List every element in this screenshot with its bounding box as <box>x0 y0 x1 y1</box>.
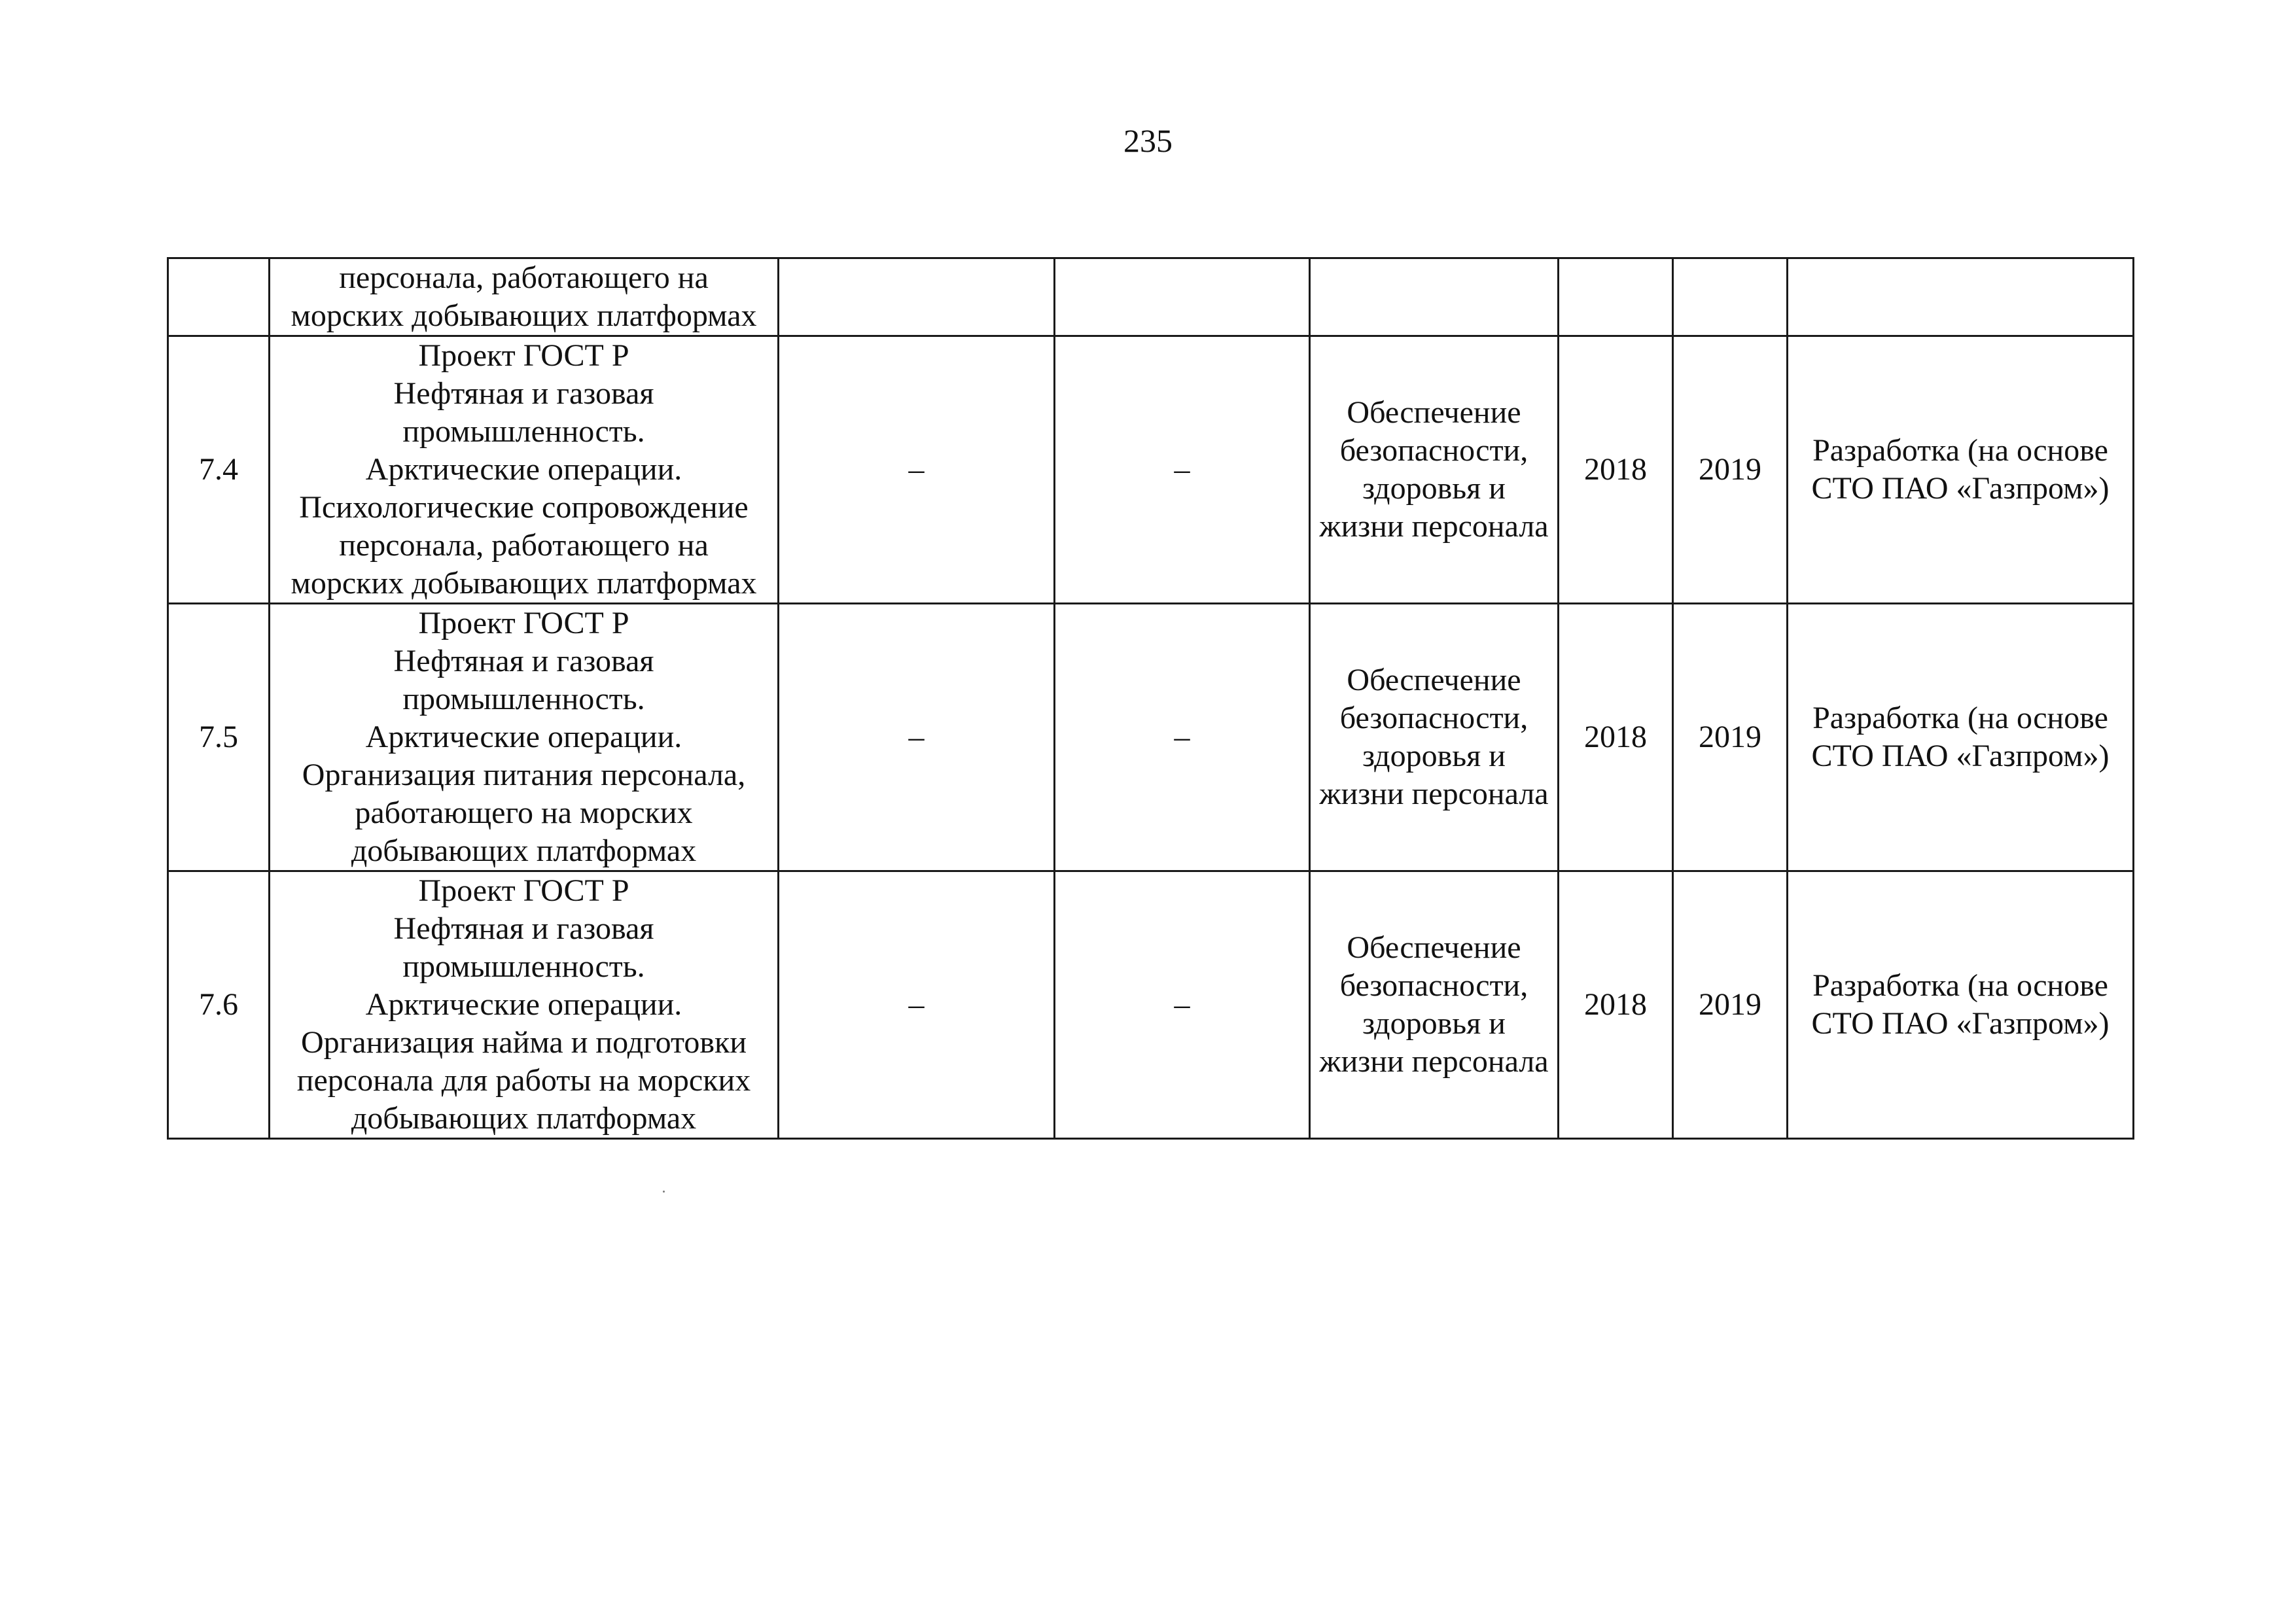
cell-end: 2019 <box>1673 336 1788 604</box>
title-line: морских добывающих платформах <box>291 566 757 601</box>
title-line: работающего на морских <box>355 795 693 830</box>
table-row <box>168 604 2134 871</box>
standards-table <box>167 257 2134 1140</box>
purpose-line: жизни персонала <box>1319 1044 1549 1079</box>
cell-purpose <box>1310 258 1559 336</box>
page-number: 235 <box>1123 122 1173 159</box>
title-line: Проект ГОСТ Р <box>418 606 629 640</box>
purpose-line: жизни персонала <box>1319 509 1549 544</box>
cell-start: 2018 <box>1559 336 1673 604</box>
cell-num: 7.4 <box>168 336 270 604</box>
cell-col4: – <box>1055 871 1310 1139</box>
title-line: Проект ГОСТ Р <box>418 873 629 908</box>
table-row <box>168 871 2134 1139</box>
title-line: Проект ГОСТ Р <box>418 338 629 373</box>
cell-start: 2018 <box>1559 871 1673 1139</box>
cell-start: 2018 <box>1559 604 1673 871</box>
cell-end: 2019 <box>1673 871 1788 1139</box>
cell-purpose <box>1310 871 1559 1139</box>
purpose-line: безопасности, <box>1339 968 1528 1003</box>
basis-line: СТО ПАО «Газпром») <box>1811 1006 2110 1041</box>
basis-line: Разработка (на основе <box>1812 968 2108 1003</box>
title-line: Организация питания персонала, <box>302 758 746 792</box>
cell-purpose <box>1310 604 1559 871</box>
cell-purpose <box>1310 336 1559 604</box>
title-line: Арктические операции. <box>365 720 682 754</box>
cell-col3 <box>779 258 1055 336</box>
title-line: промышленность. <box>402 949 645 984</box>
cell-basis <box>1788 258 2134 336</box>
purpose-line: Обеспечение <box>1347 395 1521 430</box>
basis-line: Разработка (на основе <box>1812 433 2108 468</box>
cell-col3: – <box>779 604 1055 871</box>
cell-num: 7.6 <box>168 871 270 1139</box>
purpose-line: здоровья и <box>1362 471 1506 506</box>
basis-line: СТО ПАО «Газпром») <box>1811 471 2110 506</box>
cell-num <box>168 258 270 336</box>
cell-title <box>270 871 779 1139</box>
cell-title <box>270 604 779 871</box>
purpose-line: Обеспечение <box>1347 663 1521 697</box>
cell-col4 <box>1055 258 1310 336</box>
title-line: Организация найма и подготовки <box>300 1025 747 1060</box>
table-row-continuation <box>168 258 2134 336</box>
cell-end: 2019 <box>1673 604 1788 871</box>
cell-num: 7.5 <box>168 604 270 871</box>
purpose-line: Обеспечение <box>1347 930 1521 965</box>
basis-line: Разработка (на основе <box>1812 701 2108 735</box>
title-line: промышленность. <box>402 414 645 449</box>
title-line: персонала для работы на морских <box>296 1063 751 1098</box>
title-line: промышленность. <box>402 682 645 716</box>
table-row <box>168 336 2134 604</box>
cell-col3: – <box>779 871 1055 1139</box>
cell-basis <box>1788 604 2134 871</box>
title-line: Арктические операции. <box>365 987 682 1022</box>
purpose-line: здоровья и <box>1362 1006 1506 1041</box>
title-line: добывающих платформах <box>351 1101 697 1136</box>
title-line: персонала, работающего на <box>339 528 709 563</box>
cell-col4: – <box>1055 604 1310 871</box>
title-line: персонала, работающего на <box>339 260 709 295</box>
title-line: морских добывающих платформах <box>291 298 757 333</box>
purpose-line: здоровья и <box>1362 739 1506 773</box>
purpose-line: безопасности, <box>1339 701 1528 735</box>
cell-end <box>1673 258 1788 336</box>
cell-col3: – <box>779 336 1055 604</box>
title-line: Нефтяная и газовая <box>393 376 654 411</box>
cell-basis <box>1788 336 2134 604</box>
title-line: Нефтяная и газовая <box>393 644 654 678</box>
title-line: Арктические операции. <box>365 452 682 487</box>
title-line: Нефтяная и газовая <box>393 911 654 946</box>
cell-title <box>270 258 779 336</box>
purpose-line: жизни персонала <box>1319 777 1549 811</box>
scan-speck <box>663 1191 665 1193</box>
basis-line: СТО ПАО «Газпром») <box>1811 739 2110 773</box>
title-line: Психологические сопровождение <box>299 490 749 525</box>
purpose-line: безопасности, <box>1339 433 1528 468</box>
cell-col4: – <box>1055 336 1310 604</box>
cell-start <box>1559 258 1673 336</box>
cell-title <box>270 336 779 604</box>
title-line: добывающих платформах <box>351 833 697 868</box>
cell-basis <box>1788 871 2134 1139</box>
